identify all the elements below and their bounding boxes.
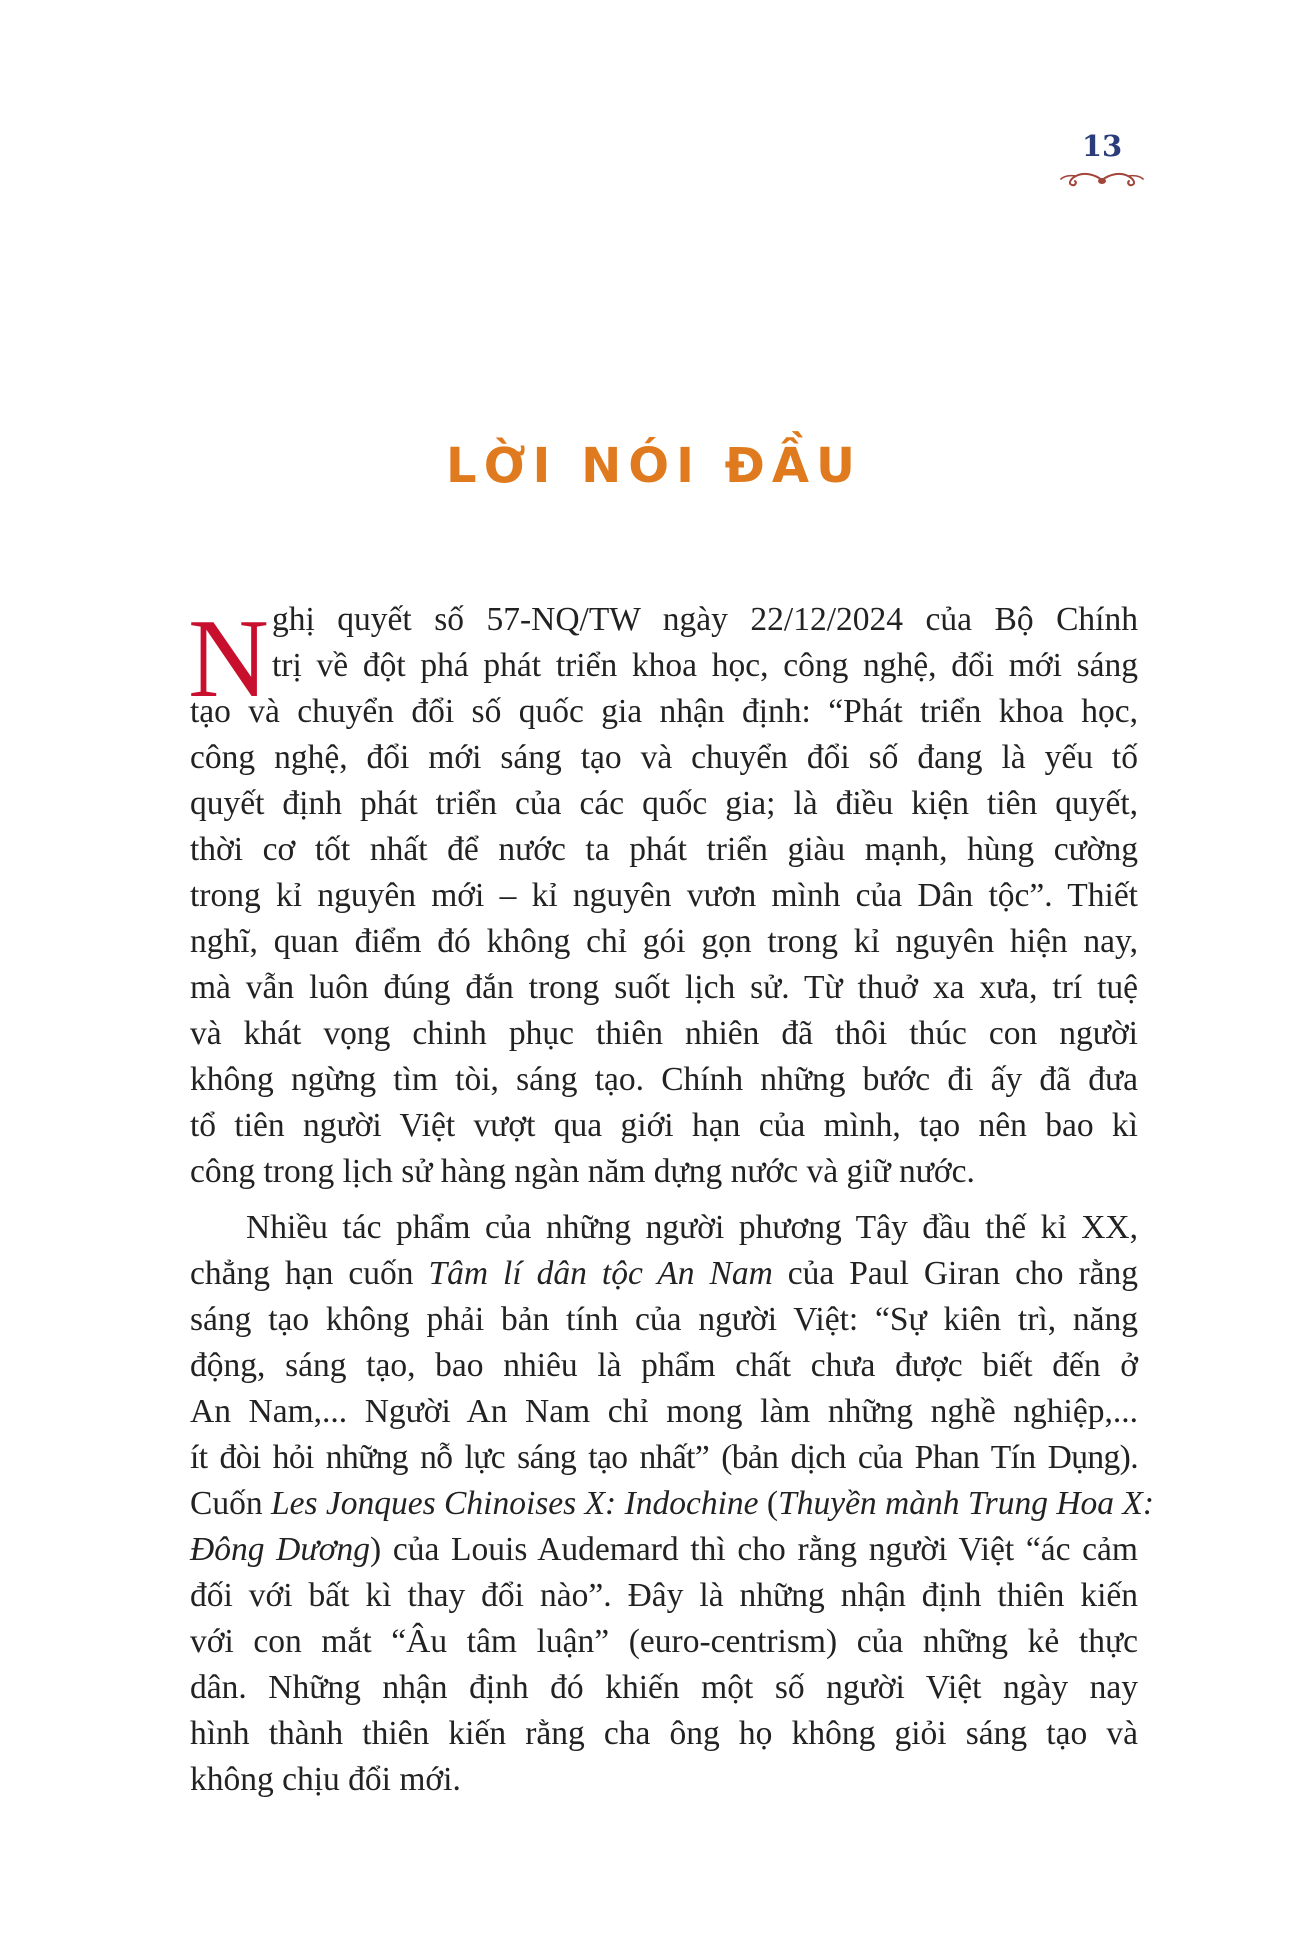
book-title: Tâm lí dân tộc An Nam: [428, 1255, 773, 1292]
paragraph-1-line: ghị quyết số 57-NQ/TW ngày 22/12/2024 của Bộ Chính: [272, 601, 1138, 638]
drop-cap: N: [188, 597, 269, 721]
book-title-translation: Thuyền mành Trung Hoa X:: [778, 1485, 1155, 1522]
paragraph-1-line: tạo và chuyển đổi số quốc gia nhận định: “Phát triển khoa học,: [190, 693, 1138, 730]
paragraph-1-line: thời cơ tốt nhất để nước ta phát triển giàu mạnh, hùng cường: [190, 831, 1138, 868]
paragraph-2-line: với con mắt “Âu tâm luận” (euro-centrism) của những kẻ thực: [190, 1623, 1138, 1660]
paragraph-1-line: công nghệ, đổi mới sáng tạo và chuyển đổi số đang là yếu tố: [190, 739, 1138, 776]
paragraph-2-line: động, sáng tạo, bao nhiêu là phẩm chất chưa được biết đến ở: [190, 1347, 1138, 1384]
paragraph-2-line: Cuốn Les Jonques Chinoises X: Indochine (Thuyền mành Trung Hoa X:: [190, 1485, 1155, 1522]
paragraph-2-line: chẳng hạn cuốn Tâm lí dân tộc An Nam của Paul Giran cho rằng: [190, 1255, 1138, 1292]
body-text: [188, 597, 1155, 1803]
paragraph-2-line: không chịu đổi mới.: [190, 1761, 461, 1798]
paragraph-1-line: tổ tiên người Việt vượt qua giới hạn của mình, tạo nên bao kì: [190, 1107, 1138, 1144]
book-title: Les Jonques Chinoises X: Indochine: [270, 1485, 759, 1522]
paragraph-1-line: trị về đột phá phát triển khoa học, công nghệ, đổi mới sáng: [272, 647, 1138, 684]
paragraph-2-line: Đông Dương) của Louis Audemard thì cho rằng người Việt “ác cảm: [190, 1531, 1138, 1568]
paragraph-1-line: trong kỉ nguyên mới – kỉ nguyên vươn mình của Dân tộc”. Thiết: [190, 877, 1138, 914]
paragraph-2-line: ít đòi hỏi những nỗ lực sáng tạo nhất” (bản dịch của Phan Tín Dụng).: [190, 1439, 1138, 1476]
paragraph-1-line: công trong lịch sử hàng ngàn năm dựng nước và giữ nước.: [190, 1153, 975, 1190]
paragraph-1-line: nghĩ, quan điểm đó không chỉ gói gọn trong kỉ nguyên hiện nay,: [190, 923, 1138, 960]
paragraph-1-line: và khát vọng chinh phục thiên nhiên đã thôi thúc con người: [190, 1015, 1138, 1052]
paragraph-1-line: mà vẫn luôn đúng đắn trong suốt lịch sử. Từ thuở xa xưa, trí tuệ: [190, 969, 1138, 1006]
paragraph-2-line: hình thành thiên kiến rằng cha ông họ không giỏi sáng tạo và: [190, 1715, 1138, 1752]
page-ornament-icon: [1060, 168, 1144, 190]
paragraph-2-line: An Nam,... Người An Nam chỉ mong làm những nghề nghiệp,...: [190, 1393, 1138, 1430]
chapter-title: LỜI NÓI ĐẦU: [446, 438, 862, 494]
paragraph-2-line: Nhiều tác phẩm của những người phương Tây đầu thế kỉ XX,: [246, 1209, 1138, 1246]
paragraph-1-line: không ngừng tìm tòi, sáng tạo. Chính những bước đi ấy đã đưa: [190, 1061, 1138, 1098]
paragraph-1-line: quyết định phát triển của các quốc gia; là điều kiện tiên quyết,: [190, 785, 1138, 822]
paragraph-2-line: dân. Những nhận định đó khiến một số người Việt ngày nay: [190, 1669, 1138, 1706]
page-number: 13: [1081, 129, 1123, 163]
paragraph-2-line: đối với bất kì thay đổi nào”. Đây là những nhận định thiên kiến: [190, 1577, 1138, 1614]
book-title-translation: Đông Dương: [190, 1531, 370, 1568]
paragraph-2-line: sáng tạo không phải bản tính của người Việt: “Sự kiên trì, năng: [190, 1301, 1138, 1338]
